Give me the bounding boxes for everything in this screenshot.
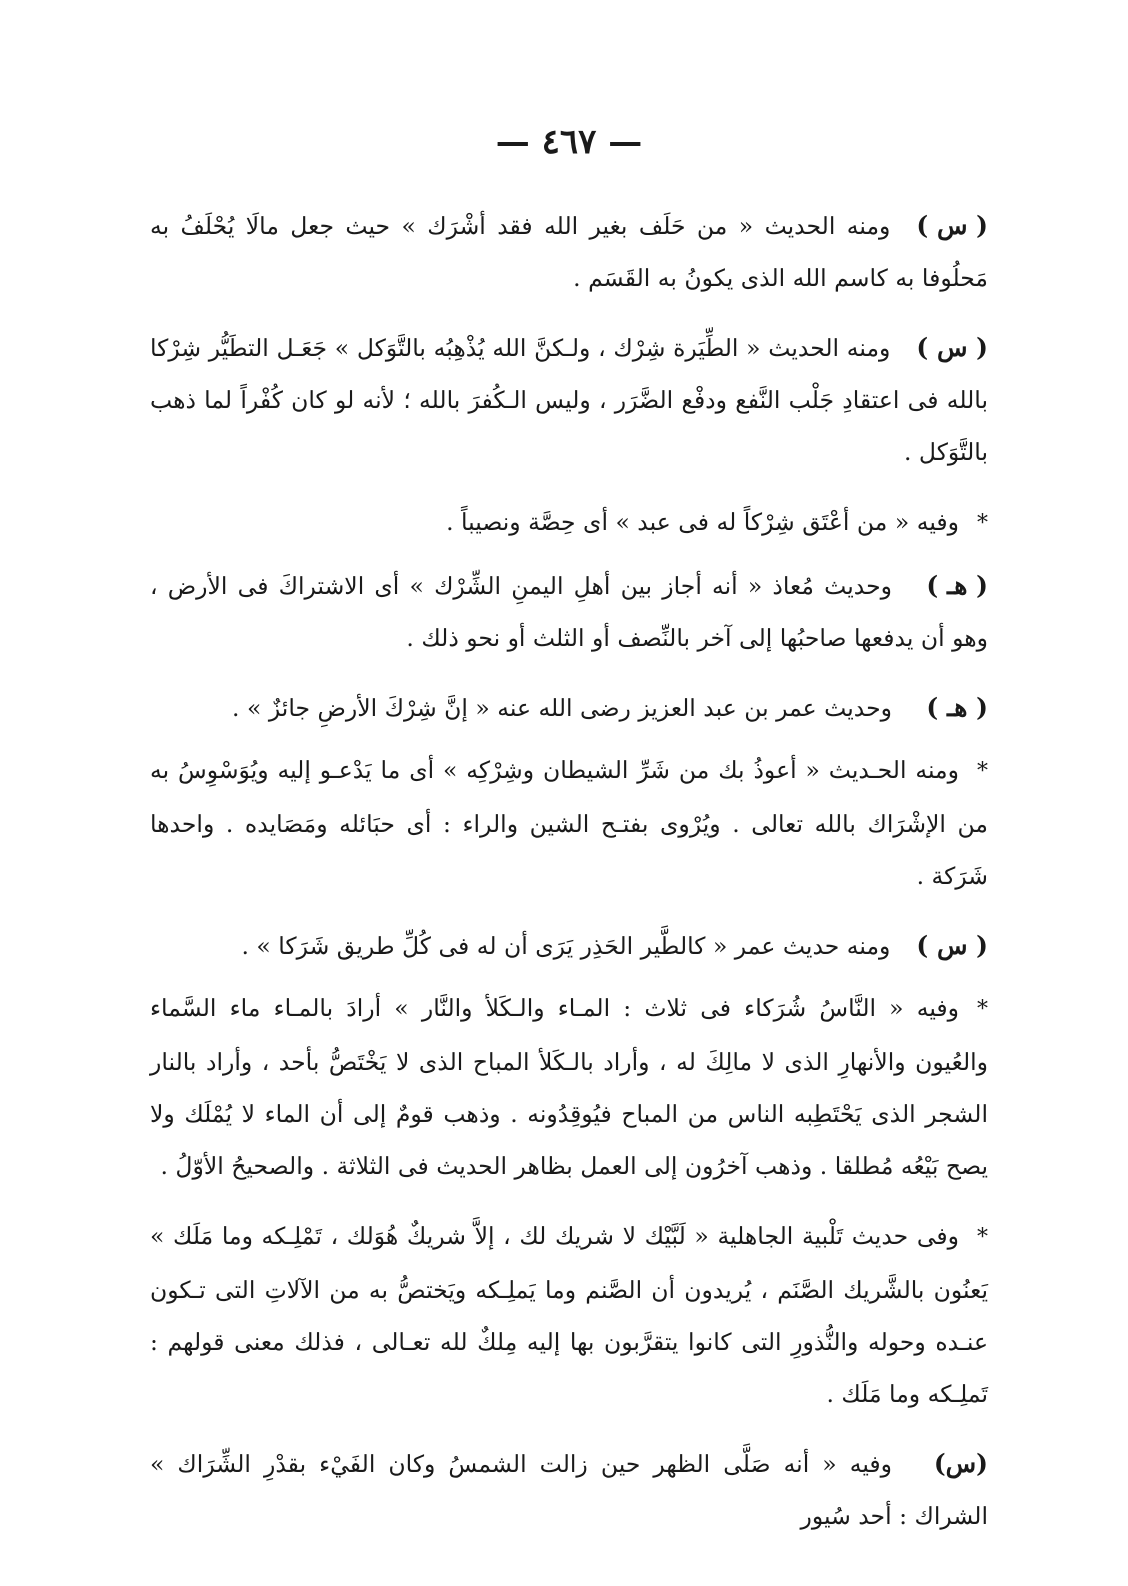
entry-text: ومنه الحديث « من حَلَف بغير الله فقد أشْرَك » حيث جعل مالَا يُحْلَفُ به مَحلُوفا به كاسم الله الذى يكونُ به القَسَم . bbox=[150, 212, 988, 292]
star-marker: * bbox=[977, 1225, 988, 1250]
source-marker: ( س ) bbox=[916, 931, 988, 960]
entry-text: وفيه « النَّاسُ شُرَكاء فى ثلاث : المـاء والـكَلأ والنَّار » أرادَ بالمـاء ماء السَّماء والعُيون والأنهارِ الذى لا مالِكَ له ، وأراد بالـكَلأ المباح الذى لا يَخْتَصُّ بأحد ، وأراد بالنار الشجر الذى يَحْتَطِبه الناس من المباح فيُوقِدُونه . وذهب قومٌ إلى أن الماء لا يُمْلَك ولا يصح بَيْعُه مُطلقا . وذهب آخرُون إلى العمل بظاهر الحديث فى الثلاثة . والصحيحُ الأوّلُ . bbox=[150, 994, 988, 1180]
entry-5 bbox=[150, 682, 988, 734]
entry-2 bbox=[150, 322, 988, 478]
entry-7 bbox=[150, 920, 988, 972]
entry-text: وحديث مُعاذ « أنه أجاز بين أهلِ اليمنِ الشِّرْك » أى الاشتراكَ فى الأرض ، وهو أن يدفعها صاحبُها إلى آخر بالنِّصف أو الثلث أو نحو ذلك . bbox=[150, 572, 988, 652]
entry-text: وفى حديث تَلْبية الجاهلية « لَبَّيْك لا شريك لك ، إلاَّ شريكٌ هُوَلك ، تَمْلِـكه وما مَلَك » يَعنُون بالشَّريك الصَّنَم ، يُريدون أن الصَّنم وما يَملِـكه ويَختصُّ به من الآلاتِ التى تـكون عنـده وحوله والنُّذورِ التى كانوا يتقرَّبون بها إليه مِلكٌ لله تعـالى ، فذلك معنى قولهم : تَملِـكه وما مَلَك . bbox=[150, 1222, 988, 1408]
source-marker: ( هـ ) bbox=[926, 571, 988, 600]
entry-3 bbox=[150, 496, 988, 550]
entry-6 bbox=[150, 744, 988, 902]
source-marker: ( س ) bbox=[916, 211, 988, 240]
entry-10 bbox=[150, 1438, 988, 1542]
source-marker: ( س ) bbox=[916, 333, 988, 362]
entry-text: ومنه حديث عمر « كالطَّير الحَذِر يَرَى أن له فى كُلِّ طريق شَرَكا » . bbox=[241, 932, 891, 960]
star-marker: * bbox=[977, 997, 988, 1022]
source-marker: (س) bbox=[933, 1449, 988, 1478]
star-marker: * bbox=[977, 511, 988, 536]
entry-text: ومنه الحـديث « أعوذُ بك من شَرِّ الشيطان وشِرْكِه » أى ما يَدْعـو إليه ويُوَسْوِسُ به من الإشْرَاك بالله تعالى . ويُرْوى بفتـح الشين والراء : أى حبَائله ومَصَايده . واحدها شَرَكة . bbox=[150, 756, 988, 890]
page-number: — ٤٦٧ — bbox=[495, 122, 643, 162]
star-marker: * bbox=[977, 759, 988, 784]
entry-4 bbox=[150, 560, 988, 664]
entry-text: وحديث عمر بن عبد العزيز رضى الله عنه « إنَّ شِرْكَ الأرضِ جائزٌ » . bbox=[232, 694, 892, 722]
entry-text: وفيه « أنه صَلَّى الظهر حين زالت الشمسُ وكان الفَيْء بقدْرِ الشِّرَاك » الشراك : أحد سُيور bbox=[150, 1450, 988, 1530]
source-marker: ( هـ ) bbox=[926, 693, 988, 722]
entry-8 bbox=[150, 982, 988, 1192]
entry-9 bbox=[150, 1210, 988, 1420]
entry-1 bbox=[150, 200, 988, 304]
entry-text: وفيه « من أعْتَق شِرْكاً له فى عبد » أى حِصَّة ونصيباً . bbox=[446, 508, 959, 536]
entry-text: ومنه الحديث « الطِّيَرة شِرْك ، ولـكنَّ الله يُذْهِبُه بالتَّوَكل » جَعَـل التطَيُّر شِرْكا بالله فى اعتقادِ جَلْب النَّفع ودفْع الضَّرَر ، وليس الـكُفرَ بالله ؛ لأنه لو كان كُفْراً لما ذهب بالتَّوَكل . bbox=[150, 334, 988, 466]
